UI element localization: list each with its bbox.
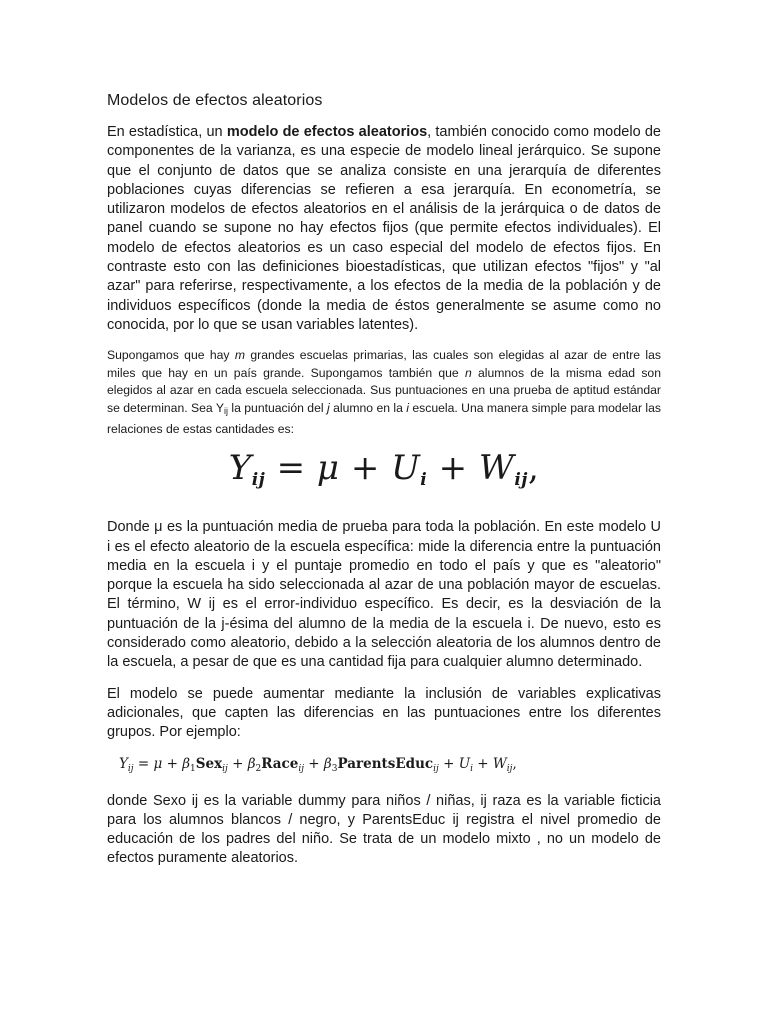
var-n: n <box>464 365 472 380</box>
intro-pre: En estadística, un <box>107 124 227 140</box>
f2-U: U <box>458 755 471 772</box>
intro-post: , también conocido como modelo de componentes de la varianza, es una especie de modelo lineal jerárquico. Se supone que el conjunto de datos que se analiza consiste en una jerarquía de diferentes poblaciones cuyas diferencias se refieren a esa jerarquía. En econometría, se utilizaron modelos de efectos aleatorios en el análisis de la jerárquica o de datos de panel cuando se supone no hay efectos fijos (que permite efectos individuales). El modelo de efectos aleatorios es un caso especial del modelo de efectos fijos. En contraste esto con las definiciones bioestadísticas, que utilizan efectos "fijos" y "al azar" para referirse, respectivamente, a los efectos de la media de la población y de individuos específicos (donde la media de éstos generalmente se asume como no conocida, por lo que se usan variables latentes). <box>107 124 661 333</box>
f2-beta1: β <box>182 755 190 772</box>
f1-U: U <box>391 448 421 489</box>
f2-plus-4: + <box>438 755 459 772</box>
conclusion-paragraph: donde Sexo ij es la variable dummy para niños / niñas, ij raza es la variable ficticia para los alumnos blancos / negro, y ParentsEduc ij registra el nivel promedio de educación de los padres del niño. Se trata de un modelo mixto , no un modelo de efectos puramente aleatorios. <box>107 792 661 867</box>
var-Y: Y <box>215 401 225 416</box>
f2-parents: ParentsEduc <box>337 755 434 772</box>
f2-sub-ij-5: ij <box>506 763 513 774</box>
f2-beta2: β <box>247 755 256 772</box>
explanation-paragraph: Donde μ es la puntuación media de prueba para toda la población. En este modelo U i es el efecto aleatorio de la escuela específica: mide la diferencia entre la puntuación media en la escuela i y el puntaje promedio en todo el país y que es "aleatorio" porque la escuela ha sido seleccionada al azar de una población mayor de escuelas. El término, W ij es el error-individuo específico. Es decir, es la desviación de la puntuación de la j-ésima del alumno de la media de la escuela i. De nuevo, esto es considerado como aleatorio, debido a la selección aleatoria de los alumnos dentro de la escuela, a pesar de que es una cantidad fija para cualquier alumno determinado. <box>107 519 661 671</box>
example-text-4: la puntuación del <box>228 401 327 416</box>
f2-W: W <box>492 755 507 772</box>
formula-basic-model <box>107 448 661 500</box>
document-page <box>107 90 661 881</box>
var-i: i <box>406 401 409 416</box>
f2-Y: Y <box>119 755 128 772</box>
f2-race: Race <box>261 755 299 772</box>
var-Y-subscript: ij <box>224 406 229 417</box>
f2-comma: , <box>512 755 517 772</box>
f2-beta3: β <box>323 755 332 772</box>
f1-sub-ij-2: ij <box>514 470 528 491</box>
f2-sub-ij: ij <box>127 763 134 774</box>
formula-extended-model <box>119 753 661 780</box>
intro-paragraph <box>107 123 661 335</box>
example-paragraph <box>107 347 661 438</box>
f2-mu: μ <box>153 755 163 772</box>
var-m: m <box>234 348 246 363</box>
example-text-2: grandes escuelas primarias, las cuales son elegidas al azar de entre las miles que hay en un país grande. Supongamos también que <box>107 348 661 380</box>
f1-Y: Y <box>228 448 252 489</box>
f2-eq: = <box>133 755 154 772</box>
intro-bold-term: modelo de efectos aleatorios <box>226 124 428 140</box>
f1-eq: = <box>265 448 317 489</box>
f2-plus-3: + <box>304 755 324 772</box>
extension-paragraph: El modelo se puede aumentar mediante la inclusión de variables explicativas adicionales, que capten las diferencias en las puntuaciones entre los diferentes grupos. Por ejemplo: <box>107 685 661 741</box>
f2-n3: 3 <box>331 763 338 774</box>
f2-sub-ij-2: ij <box>222 763 228 774</box>
example-text-3: alumnos de la misma edad son elegidos al azar en cada escuela seleccionada. Sus puntuaciones en una prueba de aptitud estándar se determinan. Sea <box>107 365 661 416</box>
example-text-6: escuela. Una manera simple para modelar las relaciones de estas cantidades es: <box>107 401 662 436</box>
f1-sub-ij: ij <box>251 470 266 491</box>
f2-plus-5: + <box>472 755 493 772</box>
f1-plus-1: + <box>339 448 392 489</box>
f2-n2: 2 <box>255 763 262 774</box>
f2-sub-ij-3: ij <box>298 763 305 774</box>
example-text-5: alumno en la <box>329 401 407 416</box>
page-title: Modelos de efectos aleatorios <box>107 92 323 109</box>
f2-sub-ij-4: ij <box>433 763 439 774</box>
f1-mu: μ <box>316 448 340 489</box>
f1-plus-2: + <box>427 448 479 489</box>
f1-sub-i: i <box>420 470 428 491</box>
f1-comma: , <box>527 448 540 489</box>
f2-sub-i: i <box>470 763 473 774</box>
f2-plus-2: + <box>227 755 248 772</box>
example-text-1: Supongamos que hay <box>107 348 235 363</box>
f2-sex: Sex <box>195 755 223 772</box>
var-j: j <box>326 401 330 416</box>
f2-plus-1: + <box>162 755 183 772</box>
f1-W: W <box>478 448 515 489</box>
f2-n1: 1 <box>190 763 196 774</box>
